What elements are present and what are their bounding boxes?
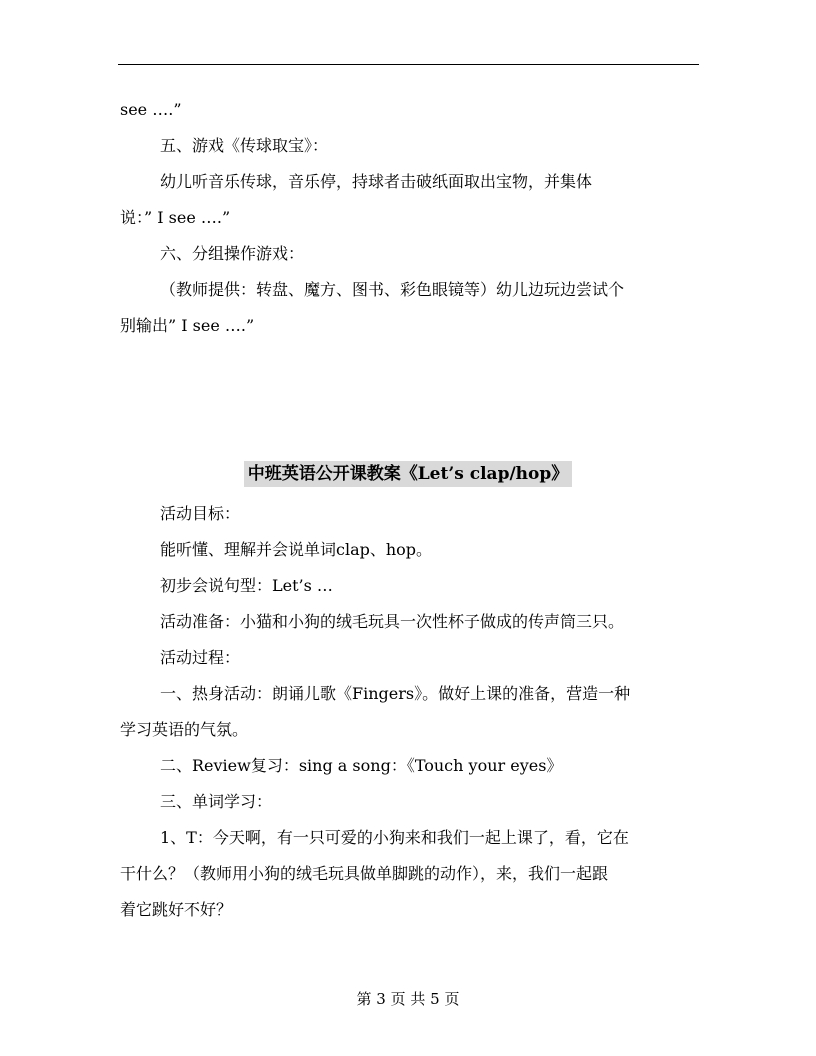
section-heading: 五、游戏《传球取宝》： <box>160 136 329 155</box>
header-rule <box>118 64 699 65</box>
paragraph-line: 三、单词学习： <box>160 792 273 811</box>
page-number: 第 3 页 共 5 页 <box>356 990 460 1008</box>
paragraph-line: 一、热身活动：朗诵儿歌《Fingers》。做好上课的准备，营造一种 <box>160 684 631 703</box>
paragraph-line: 二、Review复习：sing a song：《Touch your eyes》 <box>160 756 563 775</box>
paragraph-line: （教师提供：转盘、魔方、图书、彩色眼镜等）幼儿边玩边尝试个 <box>160 280 625 299</box>
paragraph-line: see ….” <box>120 100 182 119</box>
section-title-wrap <box>0 461 816 487</box>
paragraph-line: 初步会说句型：Let’s … <box>160 576 333 595</box>
paragraph-line: 干什么？（教师用小狗的绒毛玩具做单脚跳的动作），来，我们一起跟 <box>120 864 609 883</box>
paragraph-line: 着它跳好不好？ <box>120 900 233 919</box>
section-heading: 六、分组操作游戏： <box>160 244 305 263</box>
paragraph-line: 学习英语的气氛。 <box>120 720 249 739</box>
paragraph-line: 活动准备：小猫和小狗的绒毛玩具一次性杯子做成的传声筒三只。 <box>160 612 625 631</box>
paragraph-line: 幼儿听音乐传球，音乐停，持球者击破纸面取出宝物，并集体 <box>160 172 593 191</box>
paragraph-line: 能听懂、理解并会说单词clap、hop。 <box>160 540 433 559</box>
paragraph-line: 说：” I see ….” <box>120 208 231 227</box>
paragraph-line: 活动目标： <box>160 504 241 523</box>
paragraph-line: 1、T：今天啊，有一只可爱的小狗来和我们一起上课了，看，它在 <box>160 828 629 847</box>
section-title: 中班英语公开课教案《Let’s clap/hop》 <box>244 461 573 487</box>
paragraph-line: 别输出” I see ….” <box>120 316 255 335</box>
paragraph-line: 活动过程： <box>160 648 241 667</box>
